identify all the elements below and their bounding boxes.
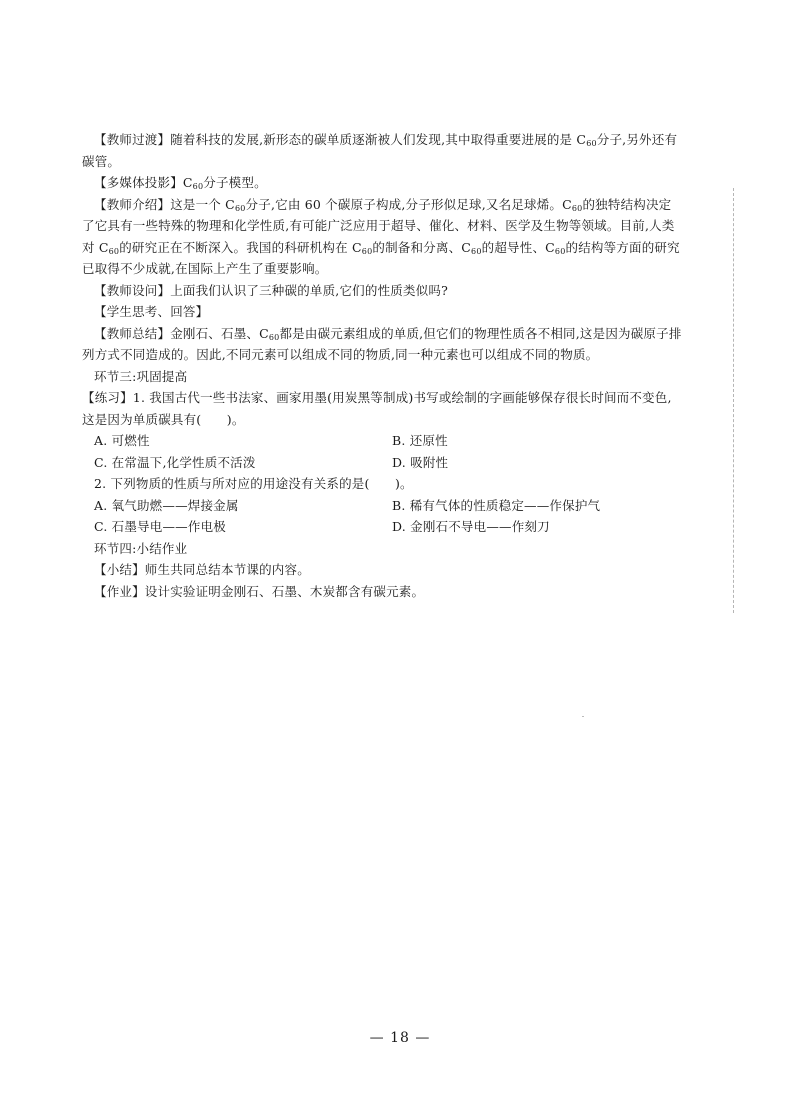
exercise-two-option-d: D. 金刚石不导电——作刻刀 — [392, 519, 550, 534]
teacher-transition-paragraph — [82, 129, 682, 172]
exercise-one-option-a: A. 可燃性 — [94, 433, 150, 448]
multimedia-paragraph — [82, 172, 682, 194]
scan-speck — [582, 716, 584, 717]
exercise-one-question: 【练习】1. 我国古代一些书法家、画家用墨(用炭黑等制成)书写或绘制的字画能够保存很长时间而不变色,这是因为单质碳具有( )。 — [82, 390, 672, 427]
teacher-intro-paragraph — [82, 194, 682, 280]
student-response: 【学生思考、回答】 — [94, 304, 209, 319]
intro-text: 的研究正在不断深入。我国的科研机构在 C — [119, 239, 362, 255]
c60-subscript: 60 — [234, 203, 246, 213]
intro-text: 的结构等方面的研究已取得不少成就,在国际上产生了重要影响。 — [82, 239, 680, 276]
exercise-two-options-row-2 — [82, 516, 682, 538]
exercise-one-options-row-1 — [82, 430, 682, 452]
exercise-two-option-a: A. 氧气助燃——焊接金属 — [94, 497, 239, 513]
teacher-question: 【教师设问】上面我们认识了三种碳的单质,它们的性质类似吗? — [94, 282, 448, 298]
exercise-one-option-c: C. 在常温下,化学性质不活泼 — [94, 454, 256, 470]
exercise-two-option-c: C. 石墨导电——作电极 — [94, 519, 226, 534]
exercise-one-option-b: B. 还原性 — [392, 433, 448, 448]
teacher-transition-text-end: 分子,另外还有碳管。 — [82, 132, 678, 169]
c60-subscript: 60 — [108, 246, 120, 256]
exercise-two-option-b: B. 稀有气体的性质稳定——作保护气 — [392, 497, 601, 513]
c60-subscript: 60 — [268, 332, 280, 342]
scan-edge-divider — [733, 188, 735, 613]
intro-text: 的独特结构决定了它具有一些特殊的物理和化学性质,有可能广泛应用于超导、催化、材料、医学及生物等领域。目前,人类对 C — [82, 196, 675, 255]
c60-subscript: 60 — [471, 246, 482, 256]
homework-paragraph: 【作业】设计实验证明金刚石、石墨、木炭都含有碳元素。 — [94, 583, 425, 599]
c60-subscript: 60 — [571, 203, 583, 213]
c60-subscript: 60 — [586, 139, 597, 148]
exercise-two-options-row-1 — [82, 495, 682, 517]
wrapup-paragraph: 【小结】师生共同总结本节课的内容。 — [94, 562, 310, 577]
intro-text: 分子,它由 60 个碳原子构成,分子形似足球,又名足球烯。C — [245, 196, 572, 212]
teacher-transition-text: 【教师过渡】随着科技的发展,新形态的碳单质逐渐被人们发现,其中取得重要进展的是 C — [94, 132, 587, 147]
multimedia-text: 【多媒体投影】C — [94, 175, 193, 190]
exercise-one-options-row-2 — [82, 452, 682, 474]
summary-text: 【教师总结】金刚石、石墨、C — [94, 325, 269, 341]
c60-subscript: 60 — [554, 246, 566, 256]
summary-text-end: 都是由碳元素组成的单质,但它们的物理性质各不相同,这是因为碳原子排列方式不同造成的。因此,不同元素可以组成不同的物质,同一种元素也可以组成不同的物质。 — [82, 325, 682, 362]
c60-subscript: 60 — [192, 182, 204, 191]
lesson-content — [82, 129, 682, 602]
intro-text: 的制备和分离、C — [372, 239, 472, 255]
exercise-two-question: 2. 下列物质的性质与所对应的用途没有关系的是( )。 — [94, 476, 413, 491]
stage-four-heading: 环节四:小结作业 — [94, 540, 188, 556]
stage-three-heading: 环节三:巩固提高 — [94, 368, 188, 384]
multimedia-text-end: 分子模型。 — [203, 175, 267, 190]
teacher-summary-paragraph — [82, 323, 682, 366]
intro-text: 的超导性、C — [481, 239, 555, 255]
exercise-one-option-d: D. 吸附性 — [392, 454, 449, 470]
c60-subscript: 60 — [361, 246, 373, 256]
intro-text: 【教师介绍】这是一个 C — [94, 196, 235, 212]
page-number: — 18 — — [369, 1030, 431, 1046]
